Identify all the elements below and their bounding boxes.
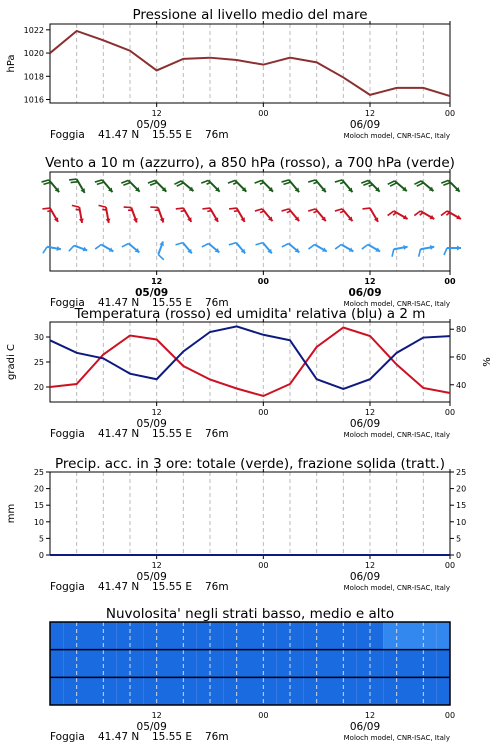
- barb-feather: [361, 180, 368, 183]
- panel-title: Temperatura (rosso) ed umidita' relativa (blu) a 2 m: [74, 306, 426, 322]
- barb-feather-half: [393, 213, 396, 216]
- wind-barb-0: [388, 181, 407, 191]
- wind-barb-1: [150, 207, 164, 222]
- barb-feather-half: [340, 211, 344, 212]
- location-name: Foggia: [50, 129, 85, 141]
- barb-feather: [150, 182, 157, 185]
- barb-feather: [308, 209, 315, 211]
- panel-5: [50, 606, 455, 743]
- barb-feather: [72, 205, 79, 207]
- wind-barb-0: [174, 181, 193, 191]
- panel-title: Pressione al livello medio del mare: [132, 7, 367, 23]
- barb-feather-half: [446, 213, 449, 216]
- model-credit: Moloch model, CNR-ISAC, Italy: [344, 734, 450, 742]
- y-axis-label: mm: [6, 504, 17, 523]
- x-date-label: 06/09: [350, 418, 380, 430]
- panel-3: [6, 306, 493, 440]
- barb-feather: [255, 180, 262, 183]
- wind-barb-0: [414, 181, 433, 191]
- y-tick-label: 0: [39, 551, 44, 560]
- x-date-label: 06/09: [350, 721, 380, 733]
- x-date-label: 05/09: [137, 571, 167, 583]
- x-tick-label: 12: [365, 711, 375, 720]
- cloud-cell: [50, 677, 63, 705]
- x-date-label: 05/09: [135, 287, 168, 299]
- wind-barb-1: [388, 211, 408, 219]
- x-tick-label: 00: [445, 109, 455, 118]
- x-tick-label: 00: [258, 277, 270, 286]
- location-lon: 15.55 E: [152, 731, 192, 743]
- y-tick-label-right: 20: [456, 485, 466, 494]
- barb-feather: [97, 182, 104, 184]
- wind-barb-2: [282, 244, 300, 253]
- y-axis-label-right: %: [482, 357, 493, 367]
- barb-feather: [158, 255, 164, 260]
- barb-feather-half: [102, 209, 106, 210]
- x-date-label: 06/09: [348, 287, 381, 299]
- barb-feather-half: [313, 182, 317, 183]
- barb-feather: [123, 182, 130, 185]
- barb-feather-half: [207, 182, 211, 184]
- location-lat: 41.47 N: [98, 581, 139, 593]
- wind-barb-2: [419, 245, 435, 257]
- y-tick-label: 10: [34, 518, 44, 527]
- location-name: Foggia: [50, 581, 85, 593]
- barb-feather: [176, 243, 183, 245]
- location-lon: 15.55 E: [152, 428, 192, 440]
- barb-feather-half: [76, 209, 80, 210]
- x-tick-label: 12: [152, 408, 162, 417]
- x-tick-label: 12: [365, 561, 375, 570]
- location-name: Foggia: [50, 297, 85, 309]
- x-tick-label: 12: [364, 277, 375, 286]
- x-tick-label: 00: [258, 109, 268, 118]
- barb-feather-half: [340, 182, 344, 183]
- barb-feather: [283, 182, 290, 184]
- barb-feather: [255, 209, 262, 211]
- y-tick-label: 20: [34, 485, 44, 494]
- barb-head: [457, 246, 461, 251]
- barb-feather: [362, 208, 370, 209]
- wind-barb-2: [362, 245, 380, 252]
- location-name: Foggia: [50, 428, 85, 440]
- x-tick-label: 00: [445, 561, 455, 570]
- y-tick-label: 20: [34, 383, 44, 392]
- model-credit: Moloch model, CNR-ISAC, Italy: [344, 300, 450, 308]
- barb-feather: [122, 244, 129, 247]
- x-tick-label: 12: [151, 277, 162, 286]
- y-axis-label: hPa: [6, 54, 17, 72]
- barb-feather: [148, 180, 155, 183]
- barb-feather: [256, 243, 263, 245]
- barb-feather: [392, 249, 394, 256]
- barb-feather: [121, 180, 128, 183]
- barb-feather: [444, 248, 447, 255]
- wind-barb-1: [72, 205, 84, 222]
- y-tick-label-right: 60: [456, 353, 466, 362]
- barb-feather: [282, 180, 289, 182]
- plot-frame: [50, 172, 450, 271]
- panel-title: Precip. acc. in 3 ore: totale (verde), frazione solida (tratt.): [55, 456, 445, 472]
- barb-feather: [42, 180, 49, 182]
- x-date-label: 06/09: [350, 571, 380, 583]
- barb-feather: [42, 208, 50, 209]
- wind-barb-2: [392, 245, 408, 257]
- x-tick-label: 12: [365, 408, 375, 417]
- location-elev: 76m: [205, 297, 229, 309]
- barb-feather: [69, 179, 77, 180]
- barb-feather-half: [234, 211, 238, 212]
- y-tick-label-right: 15: [456, 501, 466, 510]
- x-date-label: 05/09: [137, 418, 167, 430]
- location-elev: 76m: [205, 581, 229, 593]
- barb-feather: [335, 180, 342, 182]
- location-lon: 15.55 E: [152, 297, 192, 309]
- wind-barb-2: [444, 246, 461, 256]
- barb-feather: [308, 180, 315, 182]
- wind-barb-2: [335, 245, 353, 252]
- location-name: Foggia: [50, 731, 85, 743]
- barb-feather-half: [420, 213, 423, 216]
- barb-feather-half: [47, 211, 51, 212]
- y-tick-label: 25: [34, 358, 44, 367]
- x-date-label: 05/09: [137, 119, 167, 131]
- barb-feather: [229, 243, 236, 245]
- barb-feather: [202, 244, 209, 247]
- barb-feather: [43, 247, 47, 253]
- barb-feather-half: [181, 211, 185, 212]
- wind-barb-1: [441, 211, 461, 219]
- x-tick-label: 12: [152, 561, 162, 570]
- barb-feather: [335, 209, 342, 211]
- barb-feather: [419, 249, 421, 256]
- y-tick-label: 25: [34, 468, 44, 477]
- x-date-label: 06/09: [350, 119, 380, 131]
- location-lat: 41.47 N: [98, 428, 139, 440]
- x-tick-label: 00: [445, 711, 455, 720]
- cloud-cell: [50, 622, 63, 650]
- y-tick-label: 1018: [24, 72, 44, 81]
- x-tick-label: 12: [152, 711, 162, 720]
- location-lat: 41.47 N: [98, 731, 139, 743]
- location-elev: 76m: [205, 731, 229, 743]
- barb-feather: [309, 245, 315, 250]
- cloud-cell: [437, 650, 450, 678]
- location-lon: 15.55 E: [152, 581, 192, 593]
- barb-feather: [71, 182, 79, 183]
- cloud-cell: [50, 650, 63, 678]
- plot-frame: [50, 24, 450, 103]
- barb-feather: [99, 205, 106, 207]
- barb-feather-half: [233, 182, 237, 184]
- location-lat: 41.47 N: [98, 297, 139, 309]
- wind-barb-2: [95, 245, 113, 252]
- x-tick-label: 00: [444, 277, 456, 286]
- barb-feather: [335, 245, 341, 250]
- barb-feather-half: [260, 182, 264, 184]
- wind-barb-2: [309, 245, 327, 252]
- barb-feather: [228, 180, 235, 183]
- wind-barb-1: [99, 205, 111, 222]
- x-tick-label: 00: [258, 408, 268, 417]
- cloud-cell: [437, 622, 450, 650]
- y-tick-label-right: 0: [456, 551, 461, 560]
- wind-barb-1: [414, 211, 434, 219]
- barb-feather-half: [207, 211, 211, 212]
- panel-title: Nuvolosita' negli strati basso, medio e alto: [106, 606, 394, 622]
- barb-feather-half: [260, 211, 264, 212]
- barb-feather-half: [313, 211, 317, 212]
- barb-feather: [95, 245, 101, 250]
- location-elev: 76m: [205, 129, 229, 141]
- barb-feather: [69, 246, 74, 252]
- barb-feather: [443, 182, 450, 185]
- x-tick-label: 00: [258, 711, 268, 720]
- wind-barb-2: [43, 246, 61, 253]
- location-elev: 76m: [205, 428, 229, 440]
- wind-barb-2: [69, 246, 87, 252]
- model-credit: Moloch model, CNR-ISAC, Italy: [344, 584, 450, 592]
- y-tick-label: 15: [34, 501, 44, 510]
- wind-barb-2: [202, 244, 220, 253]
- barb-feather: [282, 209, 289, 211]
- y-tick-label: 1016: [24, 96, 44, 105]
- x-tick-label: 00: [445, 408, 455, 417]
- panel-1: [6, 7, 455, 141]
- barb-feather: [202, 208, 210, 209]
- barb-feather: [95, 180, 102, 182]
- x-tick-label: 12: [152, 109, 162, 118]
- barb-feather: [441, 180, 448, 183]
- pressure-line: [50, 31, 450, 96]
- panel-2: [42, 155, 461, 309]
- x-tick-label: 12: [365, 109, 375, 118]
- panel-title: Vento a 10 m (azzurro), a 850 hPa (rosso), a 700 hPa (verde): [45, 155, 455, 171]
- location-lon: 15.55 E: [152, 129, 192, 141]
- wind-barb-2: [122, 244, 140, 253]
- x-tick-label: 00: [258, 561, 268, 570]
- barb-feather: [282, 244, 289, 247]
- x-date-label: 05/09: [137, 721, 167, 733]
- y-tick-label-right: 25: [456, 468, 466, 477]
- cloud-cell: [437, 677, 450, 705]
- y-tick-label-right: 10: [456, 518, 466, 527]
- y-tick-label: 5: [39, 534, 44, 543]
- y-tick-label: 30: [34, 333, 44, 342]
- barb-feather: [176, 208, 184, 209]
- wind-barb-2: [158, 241, 164, 259]
- barb-feather: [201, 180, 208, 183]
- plot-frame: [50, 472, 450, 555]
- barb-feather: [363, 182, 370, 185]
- y-tick-label: 1020: [24, 49, 44, 58]
- y-axis-label: gradi C: [6, 344, 17, 380]
- location-lat: 41.47 N: [98, 129, 139, 141]
- y-tick-label-right: 5: [456, 534, 461, 543]
- model-credit: Moloch model, CNR-ISAC, Italy: [344, 132, 450, 140]
- barb-feather: [229, 208, 237, 209]
- model-credit: Moloch model, CNR-ISAC, Italy: [344, 431, 450, 439]
- panel-4: [6, 456, 466, 593]
- y-tick-label-right: 40: [456, 381, 466, 390]
- y-tick-label-right: 80: [456, 325, 466, 334]
- wind-barb-1: [124, 207, 138, 222]
- barb-feather-half: [287, 211, 291, 212]
- y-tick-label: 1022: [24, 26, 44, 35]
- barb-feather-half: [369, 185, 373, 187]
- barb-feather: [362, 245, 368, 250]
